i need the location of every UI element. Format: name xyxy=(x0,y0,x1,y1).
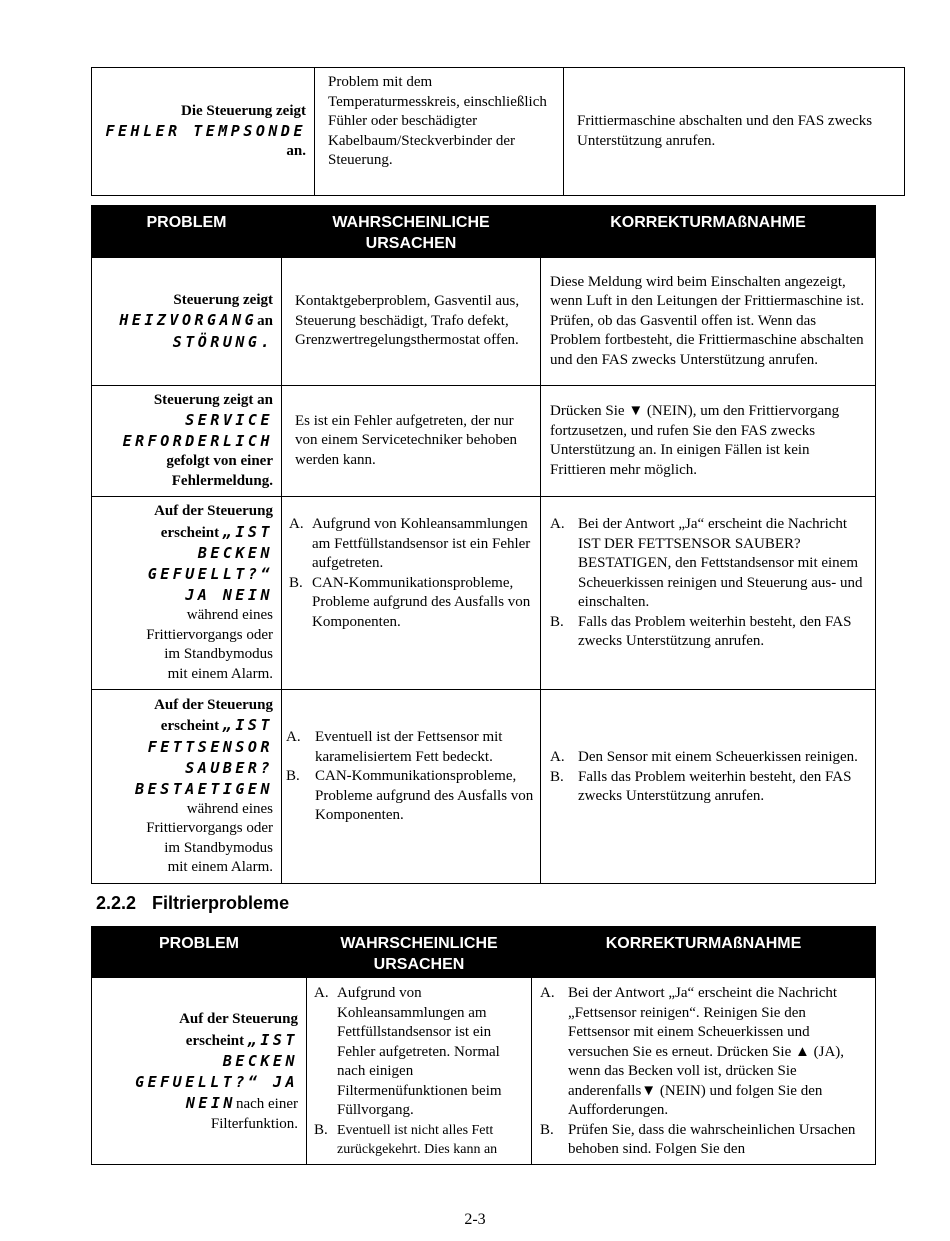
problem-text: Filterfunktion. xyxy=(210,1115,298,1132)
lcd-message: BECKEN xyxy=(197,544,273,562)
list-item: B. CAN-Kommunikationsprobleme, Probleme aufgrund des Ausfalls von Komponenten. xyxy=(289,574,531,630)
problem-text: während eines xyxy=(186,800,273,817)
cause-list xyxy=(314,984,525,1160)
table-row xyxy=(92,497,876,690)
lcd-message: STÖRUNG. xyxy=(172,332,273,351)
action-list xyxy=(540,984,869,1160)
lcd-message: FETTSENSOR xyxy=(147,737,273,756)
lcd-message: FEHLER TEMPSONDE xyxy=(105,122,306,140)
problem-cell xyxy=(92,258,282,386)
action-text: Drücken Sie xyxy=(550,403,625,419)
lcd-message: „IST xyxy=(247,1030,298,1049)
problem-text: Steuerung zeigt xyxy=(173,291,273,308)
problem-text: Die Steuerung zeigt xyxy=(181,102,306,119)
cause-list xyxy=(289,515,534,632)
problem-text: Frittiervorgangs oder xyxy=(146,820,273,836)
lcd-message: ERFORDERLICH xyxy=(122,432,273,451)
filter-problems-table xyxy=(91,926,876,1165)
lcd-message: GEFUELLT?“ JA xyxy=(135,1073,298,1091)
cause-cell: Kontaktgeberproblem, Gasventil aus, Steuerung beschädigt, Trafo defekt, Grenzwertregelungsthermostat offen. xyxy=(282,258,541,386)
lcd-message: SAUBER? xyxy=(185,758,273,777)
header-problem: PROBLEM xyxy=(92,927,307,978)
action-cell xyxy=(532,978,876,1165)
list-item: B. Falls das Problem weiterhin besteht, den FAS zwecks Unterstützung anrufen. xyxy=(550,768,852,804)
table-header-row xyxy=(92,206,876,258)
problem-text: Auf der Steuerung xyxy=(179,1011,298,1027)
action-cell xyxy=(541,386,876,497)
lcd-message: BECKEN xyxy=(222,1052,298,1070)
problem-text: erscheint xyxy=(160,718,220,734)
problem-text: im Standbymodus xyxy=(164,646,273,662)
header-action: KORREKTURMAßNAHME xyxy=(541,206,876,258)
problem-cell xyxy=(92,978,307,1165)
cause-cell: Problem mit dem Temperaturmesskreis, einschließlich Fühler oder beschädigter Kabelbaum/Steckverbinder der Steuerung. xyxy=(315,68,564,196)
table-header-row xyxy=(92,927,876,978)
problem-text: gefolgt von einer xyxy=(166,453,273,470)
cause-cell xyxy=(307,978,532,1165)
problem-text: Steuerung zeigt an xyxy=(153,391,273,408)
list-item: B. Prüfen Sie, dass die wahrscheinlichen Ursachen behoben sind. Folgen Sie den xyxy=(540,1121,856,1157)
lcd-message: JA NEIN xyxy=(185,586,273,604)
up-triangle-icon: ▲ xyxy=(795,1043,810,1060)
lcd-message: NEIN xyxy=(185,1094,236,1112)
section-heading xyxy=(96,893,289,914)
header-action: KORREKTURMAßNAHME xyxy=(532,927,876,978)
list-item: A. Bei der Antwort „Ja“ erscheint die Nachricht „Fettsensor reinigen“. Reinigen Sie den Fettsensor mit einem Scheuerkissen und versuchen Sie es erneut. Drücken Sie ▲ (JA), wenn das Becken voll ist, drücken Sie anderenfalls▼ (NEIN) und folgen Sie den Aufforderungen. xyxy=(540,985,845,1118)
table-row xyxy=(92,690,876,884)
problem-text: nach einer xyxy=(235,1096,298,1112)
action-text: (NEIN), um den Frittiervorgang fortzusetzen, und rufen Sie den FAS zwecks Unterstützung an. In einigen Fällen ist kein Frittieren mehr möglich. xyxy=(550,403,840,478)
problem-text: mit einem Alarm. xyxy=(167,859,273,875)
problem-cell xyxy=(92,690,282,884)
problem-text: erscheint xyxy=(185,1032,245,1049)
header-cause: WAHRSCHEINLICHE URSACHEN xyxy=(307,927,532,978)
action-list xyxy=(550,515,869,652)
problem-cell xyxy=(92,386,282,497)
list-item: A. Den Sensor mit einem Scheuerkissen reinigen. xyxy=(550,749,858,765)
lcd-message: „IST xyxy=(222,716,273,734)
down-triangle-icon: ▼ xyxy=(628,403,644,419)
cause-list xyxy=(286,728,534,826)
problem-text: Fehlermeldung. xyxy=(171,472,273,489)
action-cell xyxy=(541,497,876,690)
list-item: A. Bei der Antwort „Ja“ erscheint die Nachricht IST DER FETTSENSOR SAUBER? BESTATIGEN, den Fettstandsensor mit einem Scheuerkissen reinigen und Steuerung aus- und einschalten. xyxy=(550,516,863,610)
problem-text: Auf der Steuerung xyxy=(154,503,273,519)
lcd-message: GEFUELLT?“ xyxy=(147,565,273,583)
section-title: Filtrierprobleme xyxy=(152,893,290,913)
list-item: B. CAN-Kommunikationsprobleme, Probleme aufgrund des Ausfalls von Komponenten. xyxy=(286,768,534,823)
table-row xyxy=(92,68,905,196)
problem-text: an. xyxy=(286,143,306,159)
list-item: B. Falls das Problem weiterhin besteht, den FAS zwecks Unterstützung anrufen. xyxy=(550,613,852,649)
problem-text: mit einem Alarm. xyxy=(167,665,273,682)
cause-cell: Es ist ein Fehler aufgetreten, der nur von einem Servicetechniker behoben werden kann. xyxy=(282,386,541,497)
problem-text: im Standbymodus xyxy=(164,839,273,856)
table-row xyxy=(92,386,876,497)
list-item: A. Aufgrund von Kohleansammlungen am Fettfüllstandsensor ist ein Fehler aufgetreten. Normal nach einigen Filtermenüfunktionen beim Füllvorgang. xyxy=(314,985,502,1118)
list-item: A. Aufgrund von Kohleansammlungen am Fettfüllstandsensor ist ein Fehler aufgetreten. xyxy=(289,516,531,571)
problem-text: während eines xyxy=(186,607,273,623)
cause-cell xyxy=(282,497,541,690)
cause-cell xyxy=(282,690,541,884)
problem-text: an xyxy=(257,313,273,329)
action-cell: Frittiermaschine abschalten und den FAS zwecks Unterstützung anrufen. xyxy=(564,68,905,196)
action-cell xyxy=(541,690,876,884)
header-cause: WAHRSCHEINLICHE URSACHEN xyxy=(282,206,541,258)
problem-text: erscheint xyxy=(160,524,220,541)
header-problem: PROBLEM xyxy=(92,206,282,258)
troubleshooting-table xyxy=(91,205,876,884)
page-number: 2-3 xyxy=(464,1211,486,1228)
lcd-message: „IST xyxy=(222,522,273,541)
lcd-message: BESTAETIGEN xyxy=(135,779,273,798)
fehler-tempsonde-table xyxy=(91,67,905,196)
problem-text: Frittiervorgangs oder xyxy=(146,626,273,643)
down-triangle-icon: ▼ xyxy=(641,1082,657,1099)
section-number: 2.2.2 xyxy=(96,893,137,913)
lcd-message: HEIZVORGANG xyxy=(119,311,258,329)
action-list xyxy=(550,748,869,807)
list-item: A. Eventuell ist der Fettsensor mit karamelisiertem Fett bedeckt. xyxy=(286,729,503,765)
action-cell: Diese Meldung wird beim Einschalten angezeigt, wenn Luft in den Leitungen der Frittiermaschine ist. Prüfen, ob das Gasventil offen ist. Wenn das Problem fortbesteht, die Frittiermaschine abschalten und den FAS zwecks Unterstützung anrufen. xyxy=(541,258,876,386)
lcd-message: SERVICE xyxy=(185,411,273,430)
problem-text: Auf der Steuerung xyxy=(154,696,273,713)
list-item: B. Eventuell ist nicht alles Fett zurückgekehrt. Dies kann an xyxy=(314,1121,498,1157)
table-row xyxy=(92,978,876,1165)
problem-cell xyxy=(92,497,282,690)
problem-cell xyxy=(92,68,315,196)
table-row xyxy=(92,258,876,386)
